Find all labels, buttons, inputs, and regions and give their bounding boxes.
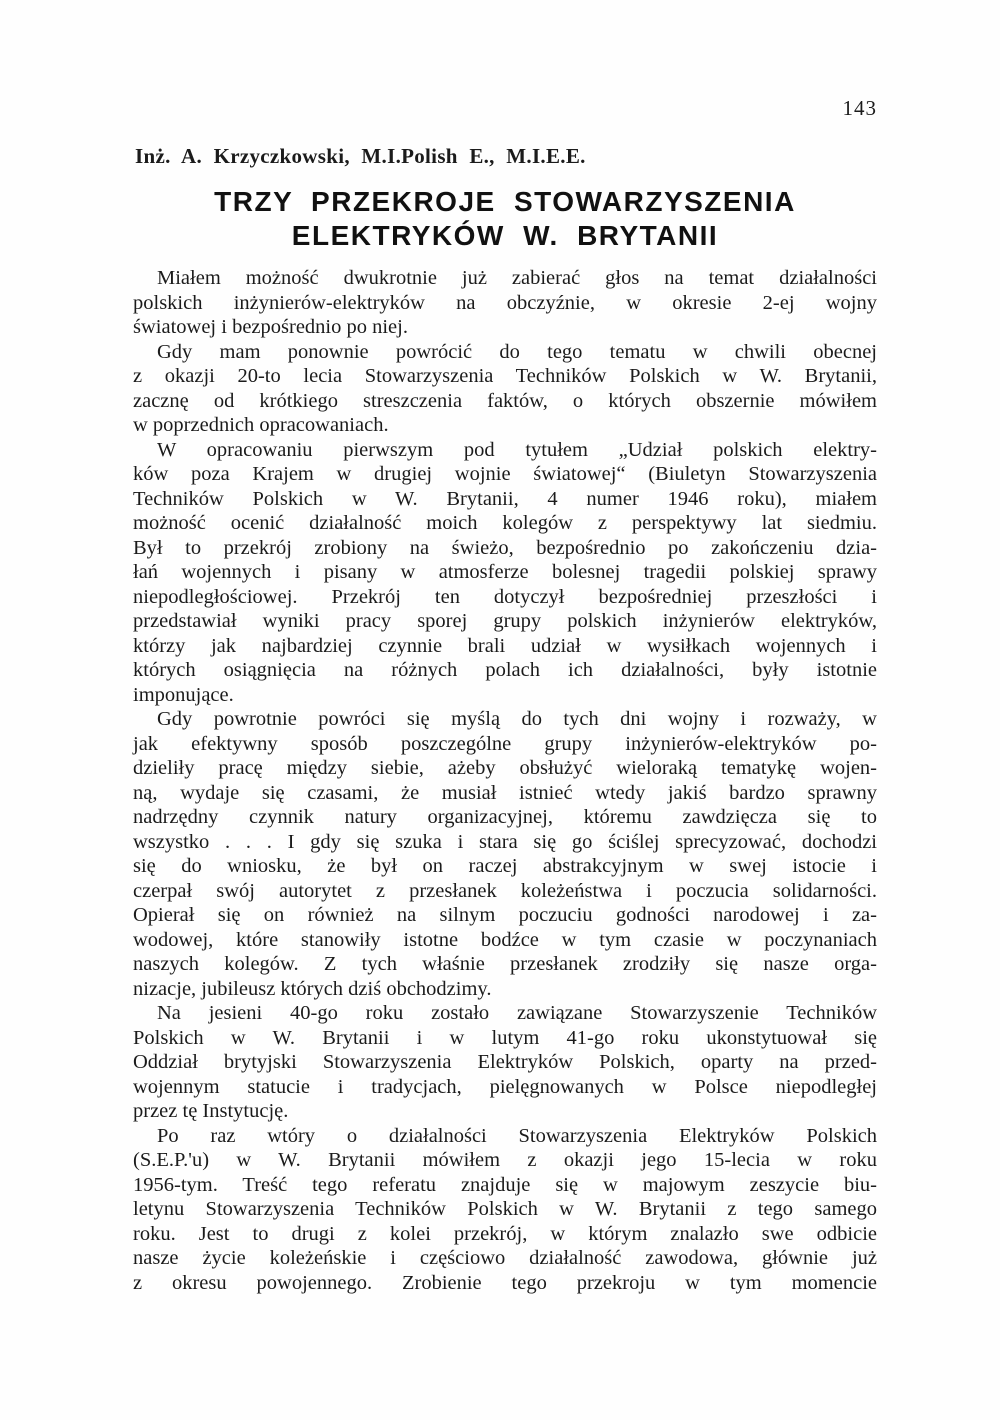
- article-title: [133, 185, 877, 253]
- text-line: W opracowaniu pierwszym pod tytułem „Udział polskich elektry-: [157, 438, 877, 461]
- text-line: polskich inżynierów-elektryków na obczyźnie, w okresie 2-ej wojny: [133, 291, 877, 314]
- text-line: Opierał się on również na silnym poczuciu godności narodowej i za-: [133, 904, 877, 926]
- text-line: roku. Jest to drugi z kolei przekrój, w którym znalazło swe odbicie: [133, 1222, 877, 1245]
- text-line: wojennym statucie i tradycjach, pielęgnowanych w Polsce niepodległej: [133, 1075, 877, 1098]
- text-line: Gdy powrotnie powróci się myślą do tych dni wojny i rozważy, w: [157, 708, 877, 730]
- text-line: niepodległościowej. Przekrój ten dotyczył bezpośredniej przeszłości i: [133, 585, 877, 608]
- text-line: Techników Polskich w W. Brytanii, 4 numer 1946 roku), miałem: [133, 487, 877, 510]
- body-text: [133, 266, 877, 1295]
- text-line: Na jesieni 40-go roku zostało zawiązane Stowarzyszenie Techników: [157, 1002, 877, 1024]
- text-line: z okresu powojennego. Zrobienie tego przekroju w tym momencie: [133, 1271, 877, 1294]
- text-line: zacznę od krótkiego streszczenia faktów, o których obszernie mówiłem: [133, 389, 877, 412]
- text-line: którzy jak najbardziej czynnie brali udział w wysiłkach wojennych i: [133, 634, 877, 657]
- text-line: nasze życie koleżeńskie i częściowo działalność zawodowa, głównie już: [133, 1247, 877, 1269]
- article-title-line-1: TRZY PRZEKROJE STOWARZYSZENIA: [214, 186, 796, 217]
- text-line: których osiągnięcia na różnych polach ich działalności, były istotnie: [133, 659, 877, 681]
- text-line: Po raz wtóry o działalności Stowarzyszenia Elektryków Polskich: [157, 1124, 877, 1147]
- text-line: wodowej, które stanowiły istotne bodźce w tym czasie w poczynaniach: [133, 928, 877, 951]
- text-line: czerpał swój autorytet z przesłanek koleżeństwa i poczucia solidarności.: [133, 879, 877, 902]
- article-title-line-2: ELEKTRYKÓW W. BRYTANII: [291, 220, 719, 251]
- text-line: światowej i bezpośrednio po niej.: [133, 316, 408, 338]
- text-line: łań wojennych i pisany w atmosferze bolesnej tragedii polskiej sprawy: [133, 561, 877, 583]
- text-line: 1956-tym. Treść tego referatu znajduje się w majowym zeszycie biu-: [133, 1173, 877, 1196]
- text-line: dzieliły pracę między siebie, ażeby obsłużyć wieloraką tematykę wojen-: [133, 757, 877, 779]
- text-line: w poprzednich opracowaniach.: [133, 414, 389, 436]
- text-line: imponujące.: [133, 683, 234, 706]
- page-number: 143: [842, 96, 877, 120]
- text-line: naszych kolegów. Z tych właśnie przesłanek zrodziły się nasze orga-: [133, 953, 877, 975]
- text-line: przez tę Instytucję.: [133, 1100, 289, 1122]
- text-line: przedstawiał wyniki pracy sporej grupy polskich inżynierów elektryków,: [133, 610, 877, 632]
- text-line: możność ocenić działalność moich kolegów z perspektywy lat siedmiu.: [133, 512, 877, 534]
- text-line: ków poza Krajem w drugiej wojnie światowej“ (Biuletyn Stowarzyszenia: [133, 463, 877, 485]
- text-line: Oddział brytyjski Stowarzyszenia Elektryków Polskich, oparty na przed-: [133, 1051, 877, 1073]
- text-line: nizacje, jubileusz których dziś obchodzimy.: [133, 977, 492, 1000]
- text-line: wszystko . . . I gdy się szuka i stara się go ściślej sprecyzować, dochodzi: [133, 830, 877, 853]
- text-line: letynu Stowarzyszenia Techników Polskich w W. Brytanii z tego samego: [133, 1198, 877, 1220]
- text-line: (S.E.P.'u) w W. Brytanii mówiłem z okazji jego 15-lecia w roku: [133, 1149, 877, 1171]
- author-byline: Inż. A. Krzyczkowski, M.I.Polish E., M.I.E.E.: [135, 144, 586, 168]
- text-line: z okazji 20-to lecia Stowarzyszenia Techników Polskich w W. Brytanii,: [133, 365, 877, 387]
- text-line: nadrzędny czynnik natury organizacyjnej, któremu zawdzięcza się to: [133, 806, 877, 828]
- text-line: Miałem możność dwukrotnie już zabierać głos na temat działalności: [157, 267, 877, 289]
- text-line: się do wniosku, że był on raczej abstrakcyjnym w swej istocie i: [133, 855, 877, 877]
- text-line: Był to przekrój zrobiony na świeżo, bezpośrednio po zakończeniu dzia-: [133, 536, 877, 559]
- text-line: Polskich w W. Brytanii i w lutym 41-go roku ukonstytuował się: [133, 1026, 877, 1049]
- text-line: Gdy mam ponownie powrócić do tego tematu w chwili obecnej: [157, 340, 877, 363]
- text-line: jak efektywny sposób poszczególne grupy inżynierów-elektryków po-: [133, 732, 877, 755]
- text-line: ną, wydaje się czasami, że musiał istnieć wtedy jakiś bardzo sprawny: [133, 781, 877, 804]
